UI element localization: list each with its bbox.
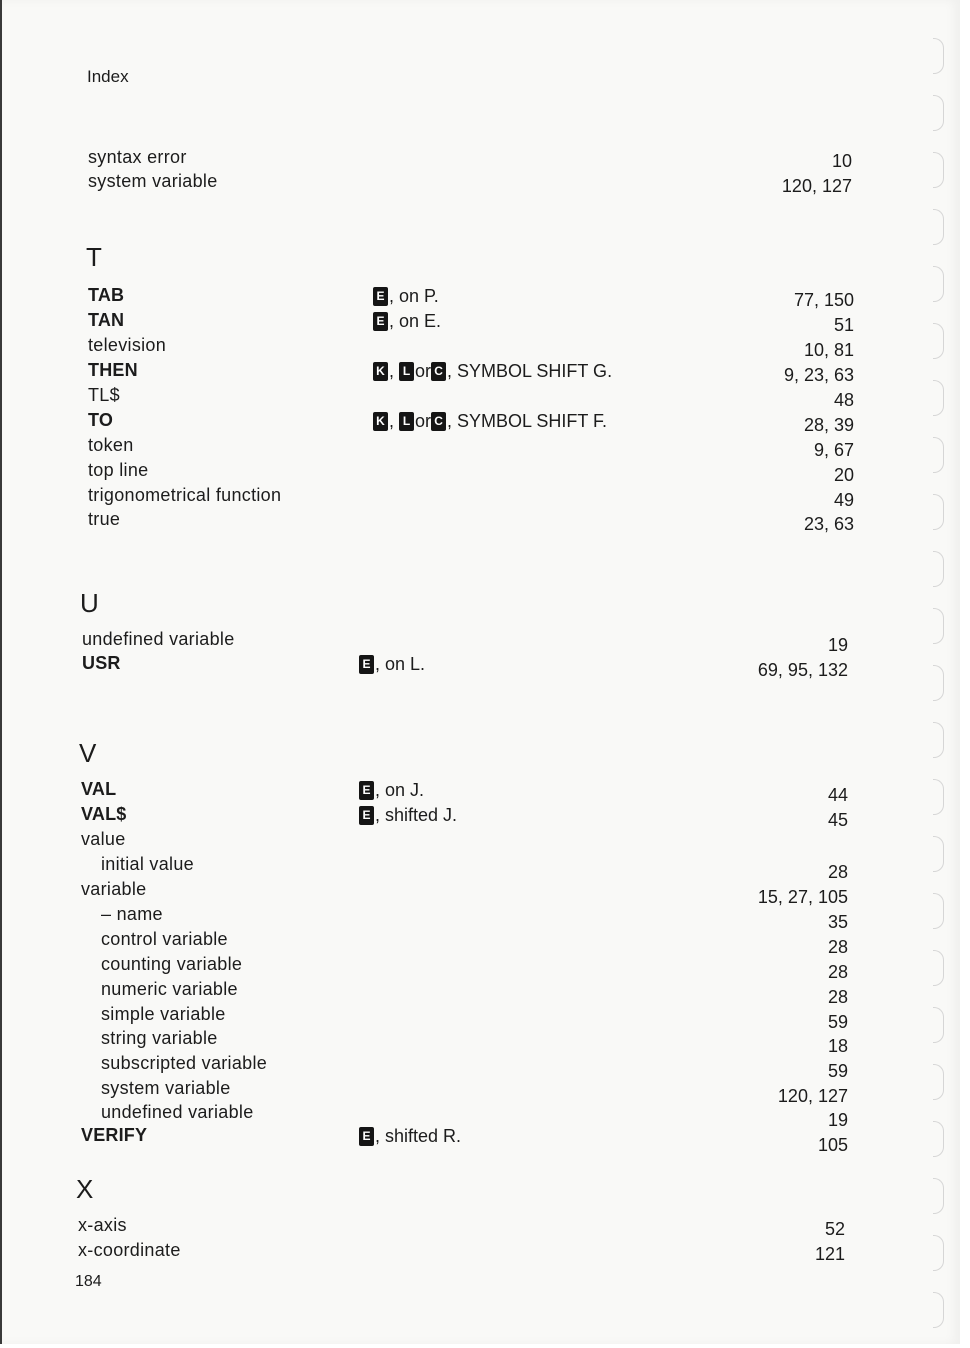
keyboard-mode-c-icon: C bbox=[431, 412, 446, 431]
page-references: 49 bbox=[833, 490, 854, 510]
keyword-term: TO bbox=[88, 410, 114, 430]
punch-hole bbox=[933, 209, 944, 245]
page-references: 28 bbox=[827, 937, 848, 957]
page-references: 59 bbox=[827, 1061, 848, 1081]
keyword-term: THEN bbox=[88, 360, 138, 380]
page-references: 105 bbox=[817, 1135, 848, 1155]
page-references: 10, 81 bbox=[803, 340, 854, 360]
page-references: 28 bbox=[827, 962, 848, 982]
keyboard-mode-e-icon: E bbox=[359, 655, 374, 674]
punch-hole bbox=[933, 323, 944, 359]
page-references: 120, 127 bbox=[777, 1086, 848, 1106]
keyboard-mode-c-icon: C bbox=[431, 362, 446, 381]
page-references: 20 bbox=[833, 465, 854, 485]
key-sequence bbox=[359, 804, 457, 826]
key-instruction: , on L. bbox=[375, 654, 426, 674]
keyboard-mode-e-icon: E bbox=[359, 806, 374, 825]
section-letter: T bbox=[86, 242, 102, 272]
index-term: variable bbox=[81, 879, 147, 899]
key-sequence bbox=[359, 779, 424, 801]
index-term: top line bbox=[88, 460, 149, 480]
keyword-term: VAL bbox=[81, 779, 117, 799]
punch-hole bbox=[933, 608, 944, 644]
page-references: 28 bbox=[827, 987, 848, 1007]
index-term: system variable bbox=[88, 171, 218, 191]
key-instruction: , SYMBOL SHIFT F. bbox=[447, 411, 608, 431]
page-references: 120, 127 bbox=[781, 176, 852, 196]
punch-hole bbox=[933, 1292, 944, 1328]
punch-hole bbox=[933, 266, 944, 302]
index-term: TL$ bbox=[88, 385, 120, 405]
page-references: 35 bbox=[827, 912, 848, 932]
punch-hole bbox=[933, 722, 944, 758]
index-term: token bbox=[88, 435, 134, 455]
key-separator: or bbox=[415, 361, 432, 381]
key-sequence: K , L or C , SYMBOL SHIFT G. bbox=[373, 360, 612, 382]
page-references: 28, 39 bbox=[803, 415, 854, 435]
index-term: string variable bbox=[101, 1028, 218, 1048]
index-term: simple variable bbox=[101, 1004, 226, 1024]
index-term: syntax error bbox=[88, 147, 187, 167]
keyword-term: TAB bbox=[88, 285, 125, 305]
punch-hole bbox=[933, 1121, 944, 1157]
punch-hole bbox=[933, 950, 944, 986]
index-term: undefined variable bbox=[82, 629, 235, 649]
index-term: initial value bbox=[101, 854, 194, 874]
page-references: 59 bbox=[827, 1012, 848, 1032]
key-instruction: , shifted R. bbox=[375, 1126, 462, 1146]
page-references: 10 bbox=[831, 151, 852, 171]
punch-hole bbox=[933, 152, 944, 188]
key-instruction: , shifted J. bbox=[375, 805, 458, 825]
punch-hole bbox=[933, 779, 944, 815]
index-term: subscripted variable bbox=[101, 1053, 268, 1073]
keyboard-mode-k-icon: K bbox=[373, 362, 388, 381]
punch-hole bbox=[933, 380, 944, 416]
page-references: 77, 150 bbox=[793, 290, 854, 310]
punch-hole bbox=[933, 1064, 944, 1100]
index-term: control variable bbox=[101, 929, 228, 949]
index-term: system variable bbox=[101, 1078, 231, 1098]
index-term: undefined variable bbox=[101, 1102, 254, 1122]
punch-hole bbox=[933, 437, 944, 473]
keyboard-mode-e-icon: E bbox=[373, 312, 388, 331]
keyboard-mode-l-icon: L bbox=[399, 362, 414, 381]
page-references: 45 bbox=[827, 810, 848, 830]
index-term: counting variable bbox=[101, 954, 243, 974]
keyword-term: USR bbox=[82, 653, 121, 673]
keyboard-mode-l-icon: L bbox=[399, 412, 414, 431]
keyword-term: VAL$ bbox=[81, 804, 127, 824]
key-sequence bbox=[373, 285, 439, 307]
keyboard-mode-k-icon: K bbox=[373, 412, 388, 431]
page-references: 51 bbox=[833, 315, 854, 335]
page-references: 18 bbox=[827, 1036, 848, 1056]
page-references: 23, 63 bbox=[803, 514, 854, 534]
keyboard-mode-e-icon: E bbox=[359, 781, 374, 800]
index-term: true bbox=[88, 509, 121, 529]
index-term: – name bbox=[101, 904, 163, 924]
keyword-term: TAN bbox=[88, 310, 125, 330]
key-sequence: K , L or C , SYMBOL SHIFT F. bbox=[373, 410, 607, 432]
index-term: x-axis bbox=[78, 1215, 127, 1235]
key-separator: or bbox=[415, 411, 432, 431]
key-instruction: , on P. bbox=[389, 286, 439, 306]
page-references: 19 bbox=[827, 635, 848, 655]
page-references: 48 bbox=[833, 390, 854, 410]
punch-hole bbox=[933, 1178, 944, 1214]
key-sequence bbox=[373, 310, 441, 332]
page-references: 44 bbox=[827, 785, 848, 805]
punch-hole bbox=[933, 38, 944, 74]
punch-hole bbox=[933, 665, 944, 701]
key-sequence bbox=[359, 653, 425, 675]
keyword-term: VERIFY bbox=[81, 1125, 148, 1145]
page-references: 15, 27, 105 bbox=[757, 887, 848, 907]
page-references: 28 bbox=[827, 862, 848, 882]
punch-hole bbox=[933, 1235, 944, 1271]
running-header: Index bbox=[87, 67, 129, 86]
key-instruction: , SYMBOL SHIFT G. bbox=[447, 361, 613, 381]
page-references: 9, 67 bbox=[813, 440, 854, 460]
keyboard-mode-e-icon: E bbox=[373, 287, 388, 306]
section-letter: U bbox=[80, 588, 99, 618]
punch-hole bbox=[933, 494, 944, 530]
page-references: 69, 95, 132 bbox=[757, 660, 848, 680]
index-term: numeric variable bbox=[101, 979, 238, 999]
punch-hole bbox=[933, 95, 944, 131]
keyboard-mode-e-icon: E bbox=[359, 1127, 374, 1146]
index-term: television bbox=[88, 335, 167, 355]
page-references: 52 bbox=[824, 1219, 845, 1239]
index-term: x-coordinate bbox=[78, 1240, 181, 1260]
punch-hole bbox=[933, 1007, 944, 1043]
key-instruction: , on E. bbox=[389, 311, 442, 331]
section-letter: X bbox=[76, 1174, 94, 1204]
punch-hole bbox=[933, 551, 944, 587]
punch-hole bbox=[933, 893, 944, 929]
index-term: trigonometrical function bbox=[88, 485, 282, 505]
index-term: value bbox=[81, 829, 126, 849]
page-number: 184 bbox=[75, 1273, 102, 1290]
page-references: 9, 23, 63 bbox=[783, 365, 854, 385]
section-letter: V bbox=[79, 738, 97, 768]
key-sequence bbox=[359, 1125, 461, 1147]
key-instruction: , on J. bbox=[375, 780, 425, 800]
page-references: 121 bbox=[814, 1244, 845, 1264]
punch-hole bbox=[933, 836, 944, 872]
page-references: 19 bbox=[827, 1110, 848, 1130]
